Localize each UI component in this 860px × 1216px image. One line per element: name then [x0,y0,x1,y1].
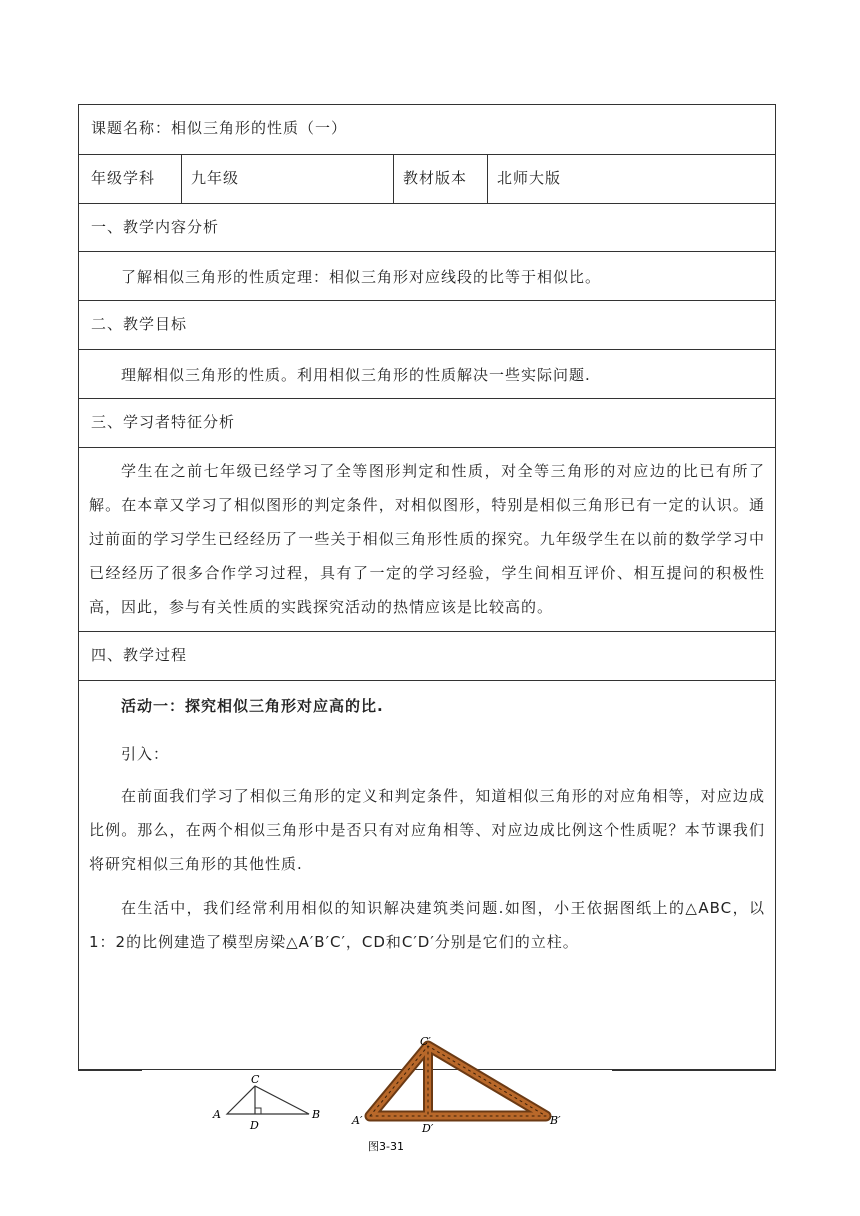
course-title: 课题名称：相似三角形的性质（一） [91,119,348,137]
goals-text-row [79,350,775,399]
goals-heading: 二、教学目标 [91,315,188,333]
edition-label: 教材版本 [403,169,468,187]
intro-label: 引入： [121,745,170,763]
table-bottom-right [612,1070,776,1071]
small-label-d: D [250,1119,259,1132]
learner-heading-row [79,399,775,448]
context-paragraph: 在生活中，我们经常利用相似的知识解决建筑类问题.如图，小王依据图纸上的△ABC，以1：2的比例建造了模型房梁△A′B′C′，CD和C′D′分别是它们的立柱。 [89,899,765,951]
goals-text: 理解相似三角形的性质。利用相似三角形的性质解决一些实际问题. [121,366,591,384]
large-label-a: A′ [352,1114,363,1127]
content-heading: 一、教学内容分析 [91,218,220,236]
large-label-d: D′ [422,1122,434,1135]
intro-paragraph: 在前面我们学习了相似三角形的定义和判定条件，知道相似三角形的对应角相等，对应边成比例。那么，在两个相似三角形中是否只有对应角相等、对应边成比例这个性质呢？本节课我们将研究相似三角形的其他性质. [89,787,765,873]
goals-heading-row [79,301,775,350]
content-heading-row [79,204,775,252]
large-label-b: B′ [550,1114,561,1127]
learner-text-row [79,448,775,632]
title-row [79,105,775,155]
info-row [79,155,775,204]
small-label-a: A [213,1108,221,1121]
process-heading-row [79,632,775,681]
large-label-c: C′ [420,1036,431,1048]
beam-triangle-figure [350,1036,580,1154]
grade-label: 年级学科 [91,169,156,187]
activity-title: 活动一：探究相似三角形对应高的比. [121,697,384,715]
table-bottom-left [78,1070,142,1071]
small-triangle-figure [205,1072,325,1132]
content-text-row [79,252,775,301]
lesson-plan-table [78,104,776,1070]
edition-value: 北师大版 [497,169,562,187]
learner-text: 学生在之前七年级已经学习了全等图形判定和性质，对全等三角形的对应边的比已有所了解。在本章又学习了相似图形的判定条件，对相似图形，特别是相似三角形已有一定的认识。通过前面的学习学生已经经历了一些关于相似三角形性质的探究。九年级学生在以前的数学学习中已经经历了很多合作学习过程，具有了一定的学习经验，学生间相互评价、相互提问的积极性高，因此，参与有关性质的实践探究活动的热情应该是比较高的。 [89,462,765,616]
content-text: 了解相似三角形的性质定理：相似三角形对应线段的比等于相似比。 [121,268,602,286]
small-label-b: B [312,1108,321,1121]
learner-heading: 三、学习者特征分析 [91,413,236,431]
process-heading: 四、教学过程 [91,646,188,664]
small-label-c: C [251,1073,260,1086]
figure-caption: 图3-31 [368,1140,404,1153]
grade-value: 九年级 [191,169,240,187]
